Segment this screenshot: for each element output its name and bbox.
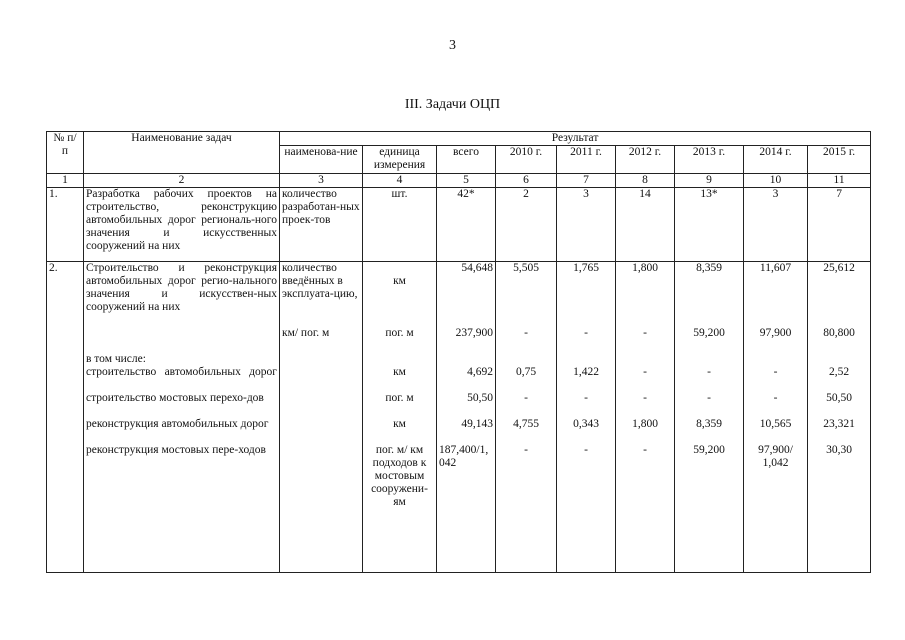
header-unit: единица измерения xyxy=(363,146,437,174)
col-number: 9 xyxy=(675,174,744,188)
including-label: в том числе: xyxy=(86,353,146,365)
total: 42* xyxy=(437,188,496,262)
col-number: 3 xyxy=(280,174,363,188)
header-2013: 2013 г. xyxy=(675,146,744,174)
value-2013-cell: 8,359 59,200 - - 8,359 59,200 xyxy=(675,262,744,573)
indicator: количество разработан-ных проек-тов xyxy=(280,188,363,262)
row-num: 1. xyxy=(47,188,84,262)
col-number: 4 xyxy=(363,174,437,188)
col-number: 10 xyxy=(744,174,808,188)
value-2014-cell: 11,607 97,900 - - 10,565 97,900/ 1,042 xyxy=(744,262,808,573)
header-2015: 2015 г. xyxy=(808,146,871,174)
indicator-units: км/ пог. м xyxy=(282,327,330,339)
header-2012: 2012 г. xyxy=(616,146,675,174)
col-number: 7 xyxy=(557,174,616,188)
section-title: III. Задачи ОЦП xyxy=(404,97,501,112)
page-number: 3 xyxy=(449,38,456,53)
header-2011: 2011 г. xyxy=(557,146,616,174)
col-number: 11 xyxy=(808,174,871,188)
value-2011-cell: 1,765 - 1,422 - 0,343 - xyxy=(557,262,616,573)
value-2012-cell: 1,800 - - - 1,800 - xyxy=(616,262,675,573)
header-total: всего xyxy=(437,146,496,174)
unit-cell: км пог. м км пог. м км пог. м/ км подходов к мостовым сооружени-ям xyxy=(363,262,437,573)
header-result: Результат xyxy=(280,132,871,146)
task-name: Разработка рабочих проектов на строительство, реконструкцию автомобильных дорог региональ-ного значения и искусственных сооружений на них xyxy=(84,188,280,262)
col-number: 5 xyxy=(437,174,496,188)
value-2015: 7 xyxy=(808,188,871,262)
subtask: реконструкция автомобильных дорог xyxy=(86,418,269,430)
tasks-table xyxy=(46,131,871,573)
task-name-cell xyxy=(84,262,280,573)
col-number: 2 xyxy=(84,174,280,188)
table-row xyxy=(47,188,871,262)
header-indicator: наименова-ние xyxy=(280,146,363,174)
col-number: 6 xyxy=(496,174,557,188)
value-2010-cell: 5,505 - 0,75 - 4,755 - xyxy=(496,262,557,573)
value-2011: 3 xyxy=(557,188,616,262)
header-2010: 2010 г. xyxy=(496,146,557,174)
total-cell: 54,648 237,900 4,692 50,50 49,143 187,400/1,042 xyxy=(437,262,496,573)
subtask: строительство мостовых перехо-дов xyxy=(86,392,264,404)
value-2013: 13* xyxy=(675,188,744,262)
value-2014: 3 xyxy=(744,188,808,262)
table-row xyxy=(47,262,871,573)
subtask: строительство автомобильных дорог xyxy=(86,366,277,378)
task-name: Строительство и реконструкция автомобильных дорог регио-нального значения и искусствен-ных сооружений на них xyxy=(86,262,277,313)
value-2010: 2 xyxy=(496,188,557,262)
column-number-row xyxy=(47,174,871,188)
header-num: № п/п xyxy=(47,132,84,174)
header-task-name: Наименование задач xyxy=(84,132,280,174)
unit: шт. xyxy=(363,188,437,262)
header-2014: 2014 г. xyxy=(744,146,808,174)
col-number: 8 xyxy=(616,174,675,188)
subtask: реконструкция мостовых пере-ходов xyxy=(86,444,266,456)
col-number: 1 xyxy=(47,174,84,188)
value-2015-cell: 25,612 80,800 2,52 50,50 23,321 30,30 xyxy=(808,262,871,573)
indicator-cell xyxy=(280,262,363,573)
row-num: 2. xyxy=(47,262,84,573)
indicator: количество введённых в эксплуата-цию, xyxy=(282,262,358,300)
value-2012: 14 xyxy=(616,188,675,262)
